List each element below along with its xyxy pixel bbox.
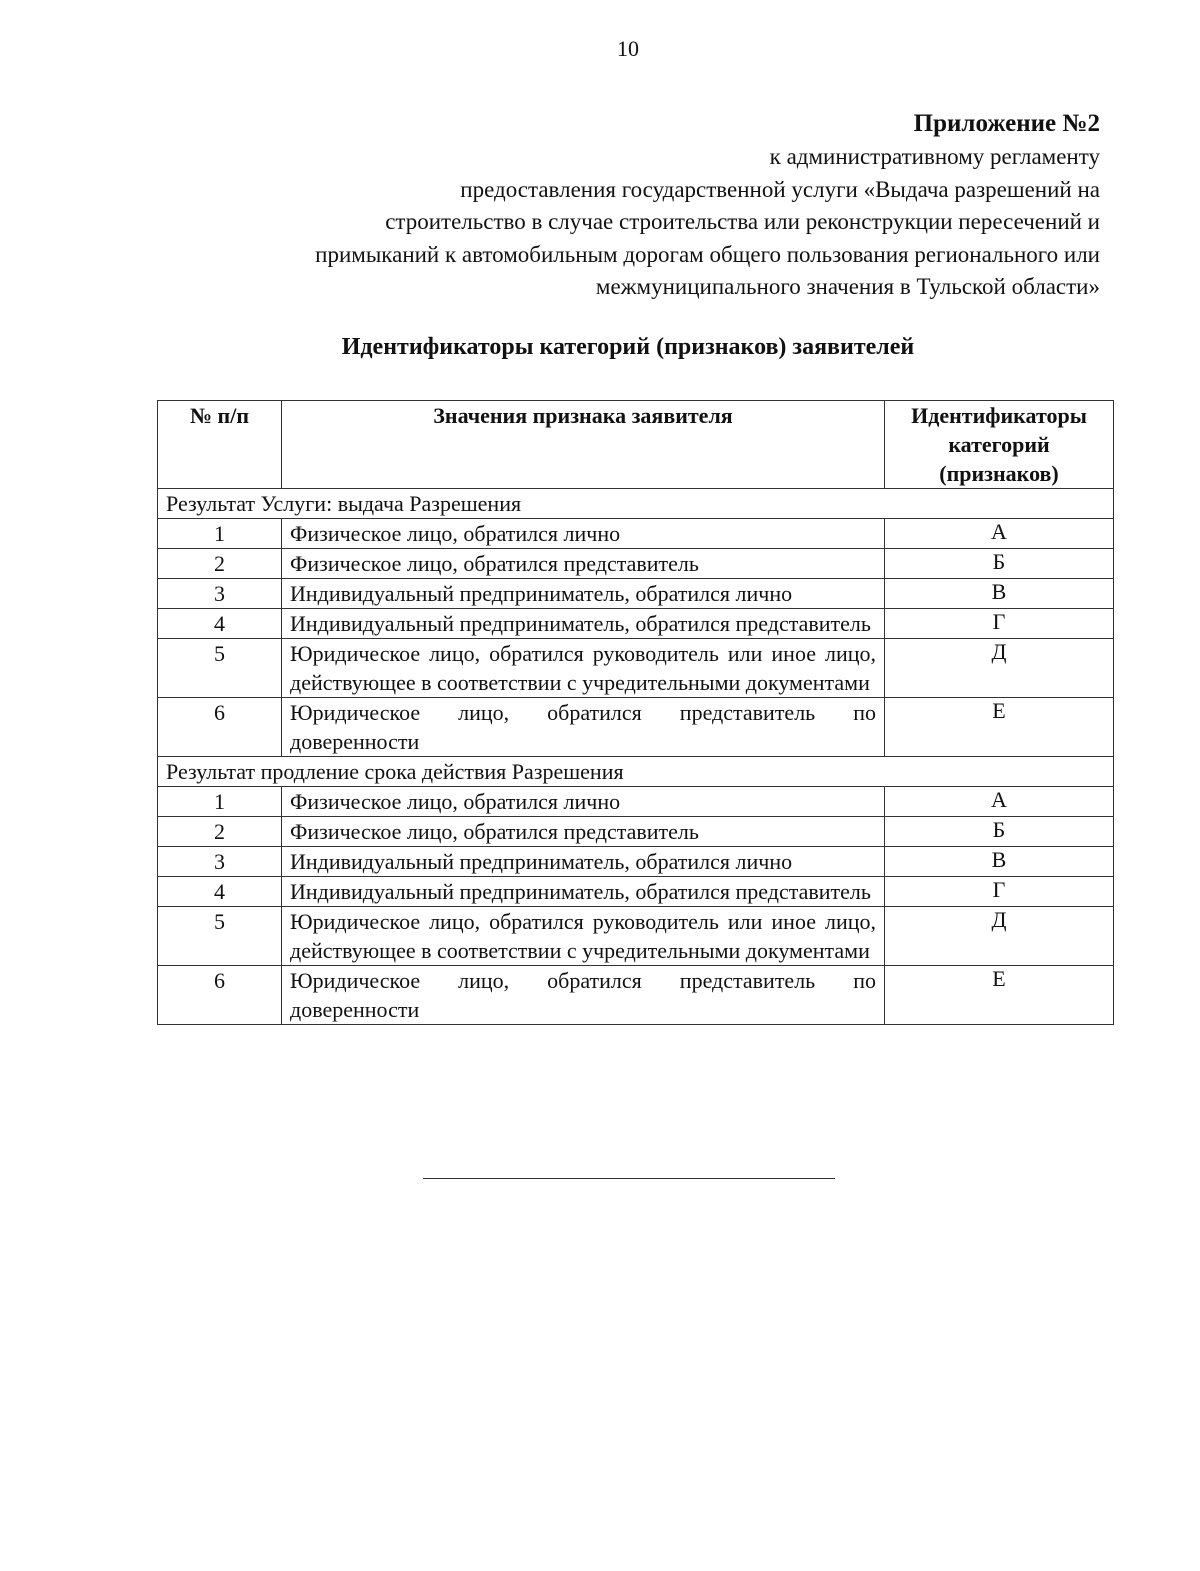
row-identifier: Д (885, 907, 1114, 966)
table-row (158, 579, 1114, 609)
header-identifier: Идентификаторы категорий (признаков) (885, 401, 1114, 489)
row-value: Юридическое лицо, обратился представитель по доверенности (282, 966, 885, 1025)
row-number: 6 (158, 966, 282, 1025)
row-identifier: А (885, 787, 1114, 817)
row-identifier: А (885, 519, 1114, 549)
row-identifier: Е (885, 698, 1114, 757)
appendix-title: Приложение №2 (913, 110, 1100, 137)
table-row (158, 639, 1114, 698)
section-title: Результат Услуги: выдача Разрешения (158, 489, 1114, 519)
row-number: 5 (158, 639, 282, 698)
applicant-categories-table (157, 400, 1114, 1025)
row-value: Индивидуальный предприниматель, обратился представитель (282, 609, 885, 639)
row-value: Физическое лицо, обратился лично (282, 787, 885, 817)
table-row (158, 966, 1114, 1025)
table-header-row (158, 401, 1114, 489)
table-row (158, 787, 1114, 817)
appendix-line: строительство в случае строительства или реконструкции пересечений и (385, 209, 1100, 234)
bottom-rule-divider (423, 1178, 835, 1179)
header-value: Значения признака заявителя (282, 401, 885, 489)
row-number: 4 (158, 609, 282, 639)
row-identifier: В (885, 579, 1114, 609)
row-number: 3 (158, 847, 282, 877)
row-number: 1 (158, 519, 282, 549)
row-identifier: Б (885, 549, 1114, 579)
table-row (158, 877, 1114, 907)
row-identifier: Г (885, 609, 1114, 639)
row-number: 3 (158, 579, 282, 609)
row-identifier: Г (885, 877, 1114, 907)
page-number: 10 (617, 36, 639, 61)
appendix-header (140, 107, 1100, 304)
section-row (158, 489, 1114, 519)
row-number: 1 (158, 787, 282, 817)
row-identifier: Б (885, 817, 1114, 847)
row-value: Юридическое лицо, обратился представитель по доверенности (282, 698, 885, 757)
table-row (158, 817, 1114, 847)
table-row (158, 847, 1114, 877)
row-value: Индивидуальный предприниматель, обратился представитель (282, 877, 885, 907)
table-row (158, 698, 1114, 757)
table-row (158, 519, 1114, 549)
table-row (158, 609, 1114, 639)
row-number: 6 (158, 698, 282, 757)
row-value: Физическое лицо, обратился лично (282, 519, 885, 549)
row-value: Физическое лицо, обратился представитель (282, 549, 885, 579)
appendix-line: примыканий к автомобильным дорогам общего пользования регионального или (315, 241, 1100, 267)
table-row (158, 907, 1114, 966)
table-row (158, 549, 1114, 579)
section-title: Результат продление срока действия Разрешения (158, 757, 1114, 787)
document-title: Идентификаторы категорий (признаков) заявителей (341, 334, 915, 360)
row-value: Индивидуальный предприниматель, обратился лично (282, 579, 885, 609)
appendix-line: предоставления государственной услуги «Выдача разрешений на (460, 176, 1100, 202)
appendix-line: межмуниципального значения в Тульской области» (595, 274, 1100, 299)
row-number: 5 (158, 907, 282, 966)
appendix-line: к административному регламенту (769, 144, 1100, 169)
section-row (158, 757, 1114, 787)
row-value: Индивидуальный предприниматель, обратился лично (282, 847, 885, 877)
row-number: 2 (158, 549, 282, 579)
header-number: № п/п (158, 401, 282, 489)
row-identifier: В (885, 847, 1114, 877)
row-value: Физическое лицо, обратился представитель (282, 817, 885, 847)
row-identifier: Д (885, 639, 1114, 698)
row-number: 4 (158, 877, 282, 907)
row-number: 2 (158, 817, 282, 847)
row-value: Юридическое лицо, обратился руководитель или иное лицо, действующее в соответствии с учредительными документами (282, 907, 885, 966)
row-identifier: Е (885, 966, 1114, 1025)
row-value: Юридическое лицо, обратился руководитель или иное лицо, действующее в соответствии с учредительными документами (282, 639, 885, 698)
